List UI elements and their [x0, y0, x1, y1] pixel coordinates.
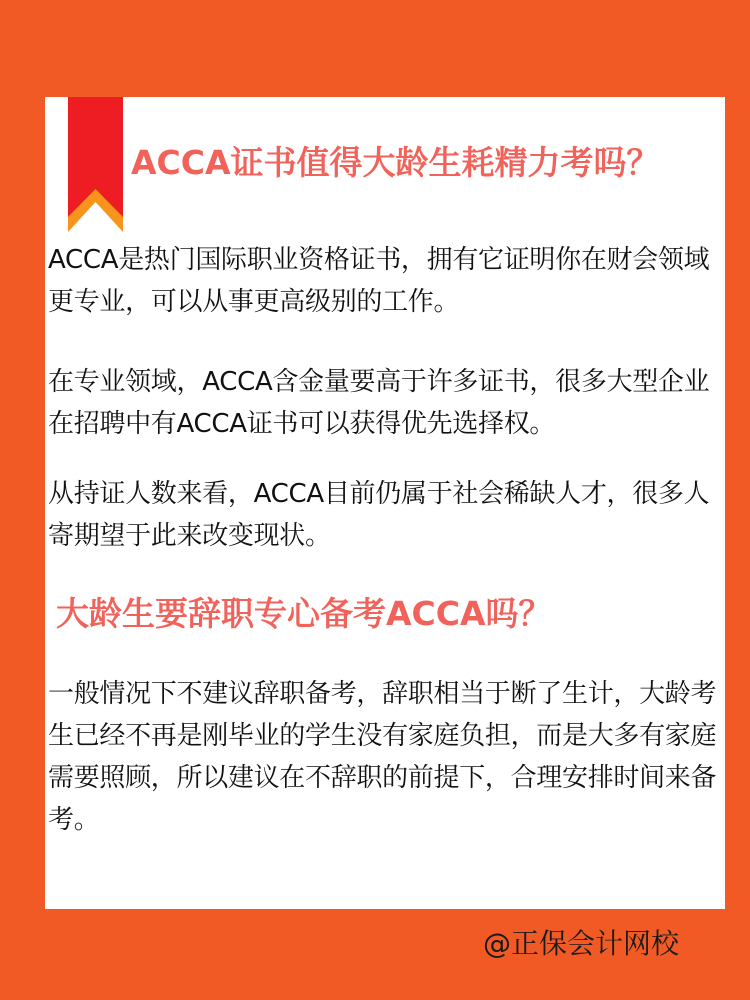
- watermark-text: @正保会计网校: [483, 927, 680, 960]
- section1-paragraph-2: 在专业领域，ACCA含金量要高于许多证书，很多大型企业在招聘中有ACCA证书可以获得优先选择权。: [48, 367, 710, 439]
- bookmark-ribbon-icon: [68, 97, 123, 232]
- section1-heading: ACCA证书值得大龄生耗精力考吗？: [131, 143, 660, 182]
- section2-paragraph-1: 一般情况下不建议辞职备考，辞职相当于断了生计，大龄考生已经不再是刚毕业的学生没有家庭负担，而是大多有家庭需要照顾，所以建议在不辞职的前提下，合理安排时间来备考。: [48, 679, 717, 835]
- section1-paragraph-3: 从持证人数来看，ACCA目前仍属于社会稀缺人才，很多人寄期望于此来改变现状。: [48, 479, 710, 551]
- section1-paragraph-1: ACCA是热门国际职业资格证书，拥有它证明你在财会领域更专业，可以从事更高级别的工作。: [48, 245, 710, 317]
- section2-heading: 大龄生要辞职专心备考ACCA吗？: [56, 594, 552, 633]
